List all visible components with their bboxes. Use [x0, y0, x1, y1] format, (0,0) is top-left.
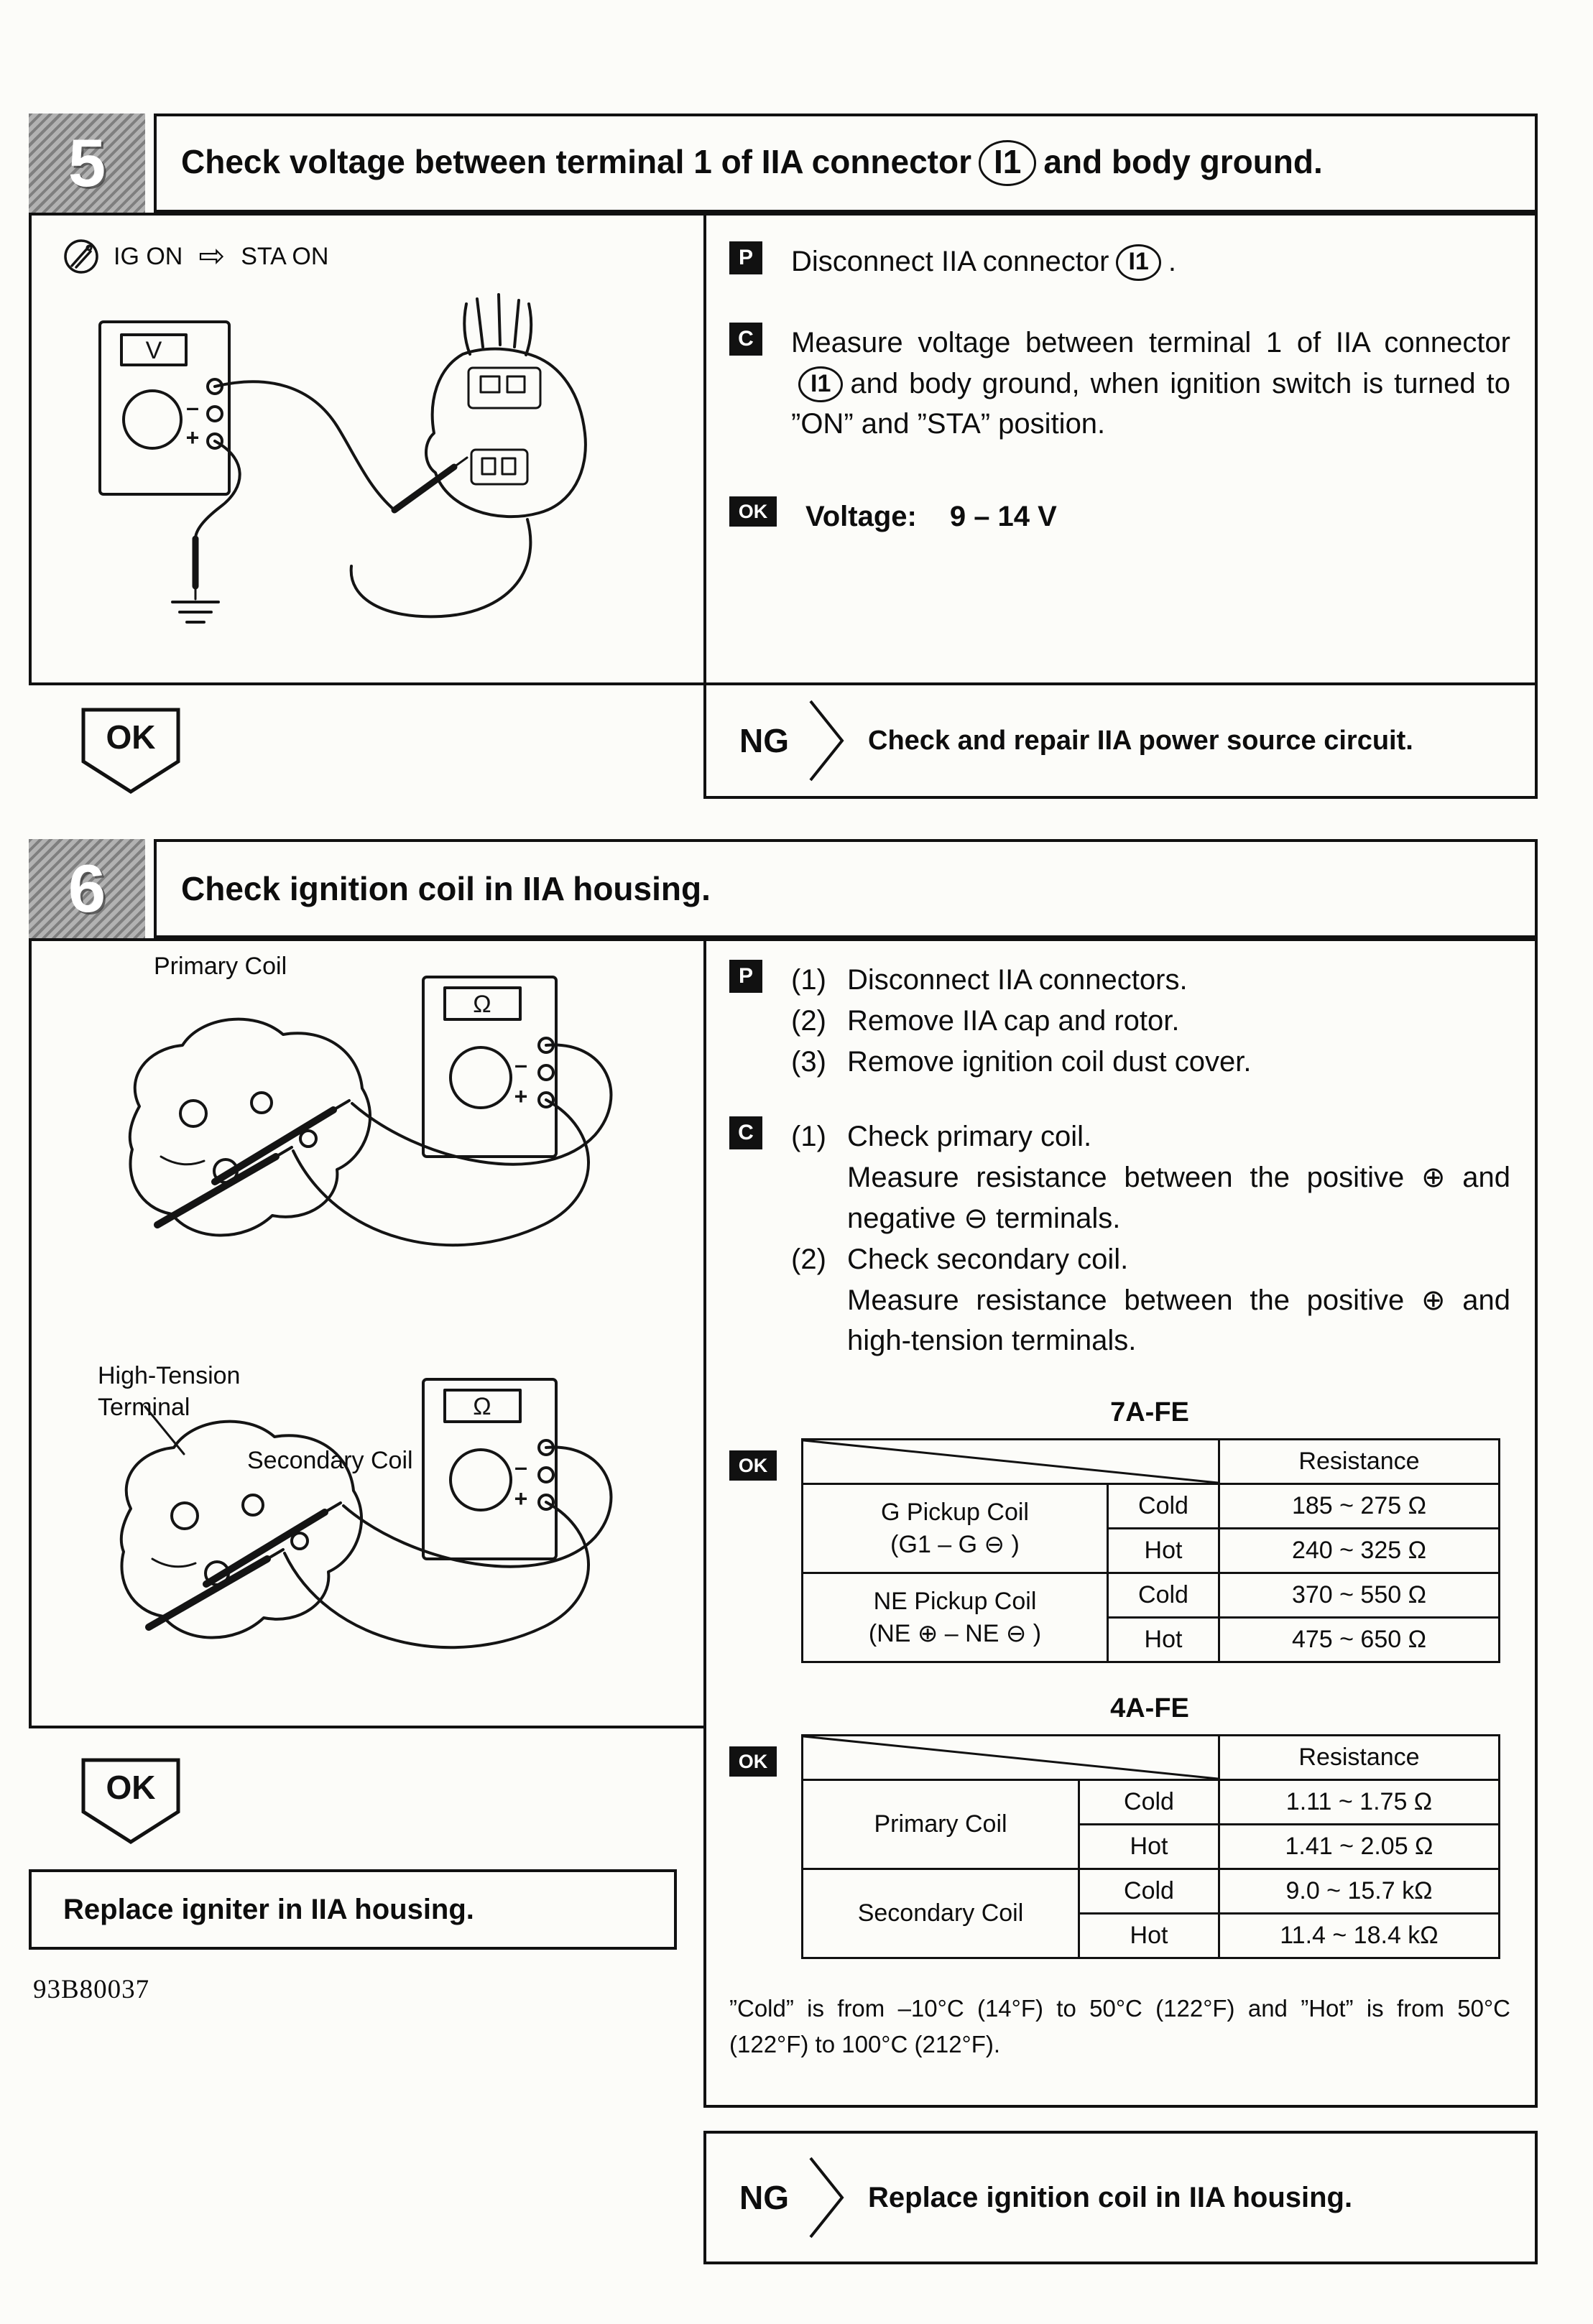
resistance-value: 475 ~ 650 Ω [1219, 1618, 1500, 1662]
replace-igniter-text: Replace igniter in IIA housing. [63, 1893, 474, 1925]
cold-label: Cold [1079, 1869, 1219, 1914]
replace-igniter-box [29, 1869, 677, 1950]
ignition-condition [32, 216, 703, 276]
ng-callout [703, 682, 1538, 799]
check-badge: C [729, 323, 762, 356]
4afe-title: 4A-FE [1110, 1693, 1189, 1724]
check-instruction [729, 1116, 1510, 1361]
cold-label: Cold [1108, 1573, 1219, 1618]
prepare-instruction [729, 960, 1510, 1082]
resistance-value: 11.4 ~ 18.4 kΩ [1219, 1914, 1500, 1958]
resistance-value: 370 ~ 550 Ω [1219, 1573, 1500, 1618]
prepare-instruction [729, 241, 1510, 282]
step-5-number: 5 [68, 125, 106, 200]
ng-label: NG [739, 2179, 789, 2216]
row-label: G Pickup Coil (G1 – G ⊖ ) [803, 1484, 1108, 1573]
ok-flag [80, 1757, 181, 1845]
ok-badge: OK [729, 1450, 777, 1481]
step-5-procedure-panel [703, 213, 1538, 685]
temperature-footnote: ”Cold” is from –10°C (14°F) to 50°C (122°F) and ”Hot” is from 50°C (122°F) to 100°C (212°F). [729, 1995, 1510, 2057]
ignition-switch-icon [62, 237, 101, 276]
connector-label-i1: I1 [1116, 244, 1160, 281]
primary-coil-label: Primary Coil [154, 953, 287, 980]
4afe-resistance-table [801, 1734, 1500, 1959]
connector-label-i1: I1 [798, 366, 843, 403]
check-text: Measure voltage between terminal 1 of IIA connectorI1 and body ground, when ignition switch is turned to ”ON” and ”STA” position. [791, 326, 1510, 440]
row-label: Secondary Coil [803, 1869, 1079, 1958]
cold-label: Cold [1108, 1484, 1219, 1529]
diagonal-header-cell [803, 1440, 1219, 1484]
ng-label: NG [739, 722, 789, 759]
svg-text:–: – [186, 394, 199, 420]
prepare-text: Disconnect IIA connector I1 . [791, 241, 1510, 282]
check-badge: C [729, 1116, 762, 1149]
step-5-title: Check voltage between terminal 1 of IIA connector I1 and body ground. [154, 114, 1538, 213]
svg-text:V: V [145, 337, 162, 364]
svg-text:+: + [185, 425, 200, 450]
resistance-header: Resistance [1219, 1736, 1500, 1780]
ok-badge: OK [729, 496, 777, 527]
ohmmeter-distributor-diagram: Ω – + [32, 941, 703, 1726]
7afe-resistance-table [801, 1438, 1500, 1663]
step-6-number: 6 [68, 851, 106, 926]
hot-label: Hot [1079, 1914, 1219, 1958]
diagonal-line [803, 1440, 1218, 1483]
hot-label: Hot [1108, 1618, 1219, 1662]
diagonal-line [803, 1736, 1218, 1779]
hot-label: Hot [1108, 1529, 1219, 1573]
4afe-table-block [729, 1693, 1510, 1959]
7afe-table-block [729, 1397, 1510, 1663]
resistance-value: 1.41 ~ 2.05 Ω [1219, 1825, 1500, 1869]
step-5-title-text: Check voltage between terminal 1 of IIA connector [181, 143, 972, 181]
secondary-coil-label: Secondary Coil [247, 1447, 413, 1474]
diagonal-header-cell [803, 1736, 1219, 1780]
prepare-list [791, 960, 1510, 1082]
ng-action-text: Check and repair IIA power source circuit. [868, 725, 1413, 756]
ok-flag-label: OK [106, 718, 156, 756]
step-6-title [154, 839, 1538, 938]
document-number: 93B80037 [33, 1975, 150, 2004]
hot-label: Hot [1079, 1825, 1219, 1869]
resistance-header: Resistance [1219, 1440, 1500, 1484]
row-label: Primary Coil [803, 1780, 1079, 1869]
high-tension-terminal-label: High-Tension Terminal [98, 1362, 241, 1421]
ng-arrow-icon [808, 2154, 849, 2241]
arrow-right-icon: ⇨ [198, 239, 226, 274]
spec-row [729, 496, 1510, 537]
check-list [791, 1116, 1510, 1361]
ok-badge: OK [729, 1746, 777, 1777]
check-instruction [729, 323, 1510, 445]
prep-item: (2) Remove IIA cap and rotor. [791, 1004, 1180, 1037]
resistance-value: 185 ~ 275 Ω [1219, 1484, 1500, 1529]
voltmeter-connector-diagram [32, 279, 703, 681]
ng-callout [703, 2131, 1538, 2264]
step-6-diagram-panel [29, 938, 706, 1728]
prep-item: (3) Remove ignition coil dust cover. [791, 1045, 1252, 1078]
voltage-spec: Voltage: 9 – 14 V [805, 501, 1057, 533]
check-item: (1) Check primary coil. Measure resistance between the positive ⊕ and negative ⊖ terminals. [791, 1121, 1510, 1234]
step-5-diagram-panel [29, 213, 706, 685]
cold-label: Cold [1079, 1780, 1219, 1825]
resistance-value: 1.11 ~ 1.75 Ω [1219, 1780, 1500, 1825]
resistance-value: 240 ~ 325 Ω [1219, 1529, 1500, 1573]
step-5-number-box [29, 114, 145, 213]
row-label: NE Pickup Coil (NE ⊕ – NE ⊖ ) [803, 1573, 1108, 1662]
ok-flag [80, 707, 181, 795]
resistance-value: 9.0 ~ 15.7 kΩ [1219, 1869, 1500, 1914]
ng-action-text: Replace ignition coil in IIA housing. [868, 2181, 1353, 2213]
prepare-badge: P [729, 241, 762, 274]
ng-arrow-icon [808, 697, 849, 784]
condition-ig-on: IG ON [114, 242, 183, 270]
step-6-title-text: Check ignition coil in IIA housing. [181, 869, 711, 907]
ok-flag-label: OK [106, 1769, 156, 1806]
condition-sta-on: STA ON [241, 242, 329, 270]
7afe-title: 7A-FE [1110, 1397, 1189, 1428]
check-item: (2) Check secondary coil. Measure resistance between the positive ⊕ and high-tension terminals. [791, 1243, 1510, 1357]
step-6-procedure-panel [703, 938, 1538, 2108]
prep-item: (1) Disconnect IIA connectors. [791, 964, 1188, 996]
connector-label-i1: I1 [979, 140, 1036, 185]
prepare-badge: P [729, 960, 762, 993]
step-6-number-box [29, 839, 145, 938]
